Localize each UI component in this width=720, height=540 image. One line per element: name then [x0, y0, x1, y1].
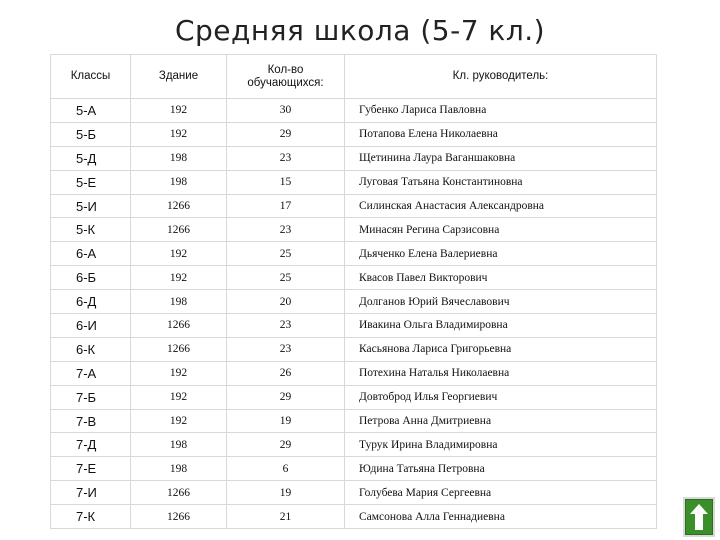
building-cell: 192 [131, 266, 227, 290]
count-cell: 29 [227, 433, 345, 457]
back-arrow-icon [686, 500, 712, 534]
back-button-face[interactable] [685, 499, 713, 535]
count-cell: 23 [227, 314, 345, 338]
table-row [51, 314, 657, 338]
class-cell: 6-Б [51, 266, 131, 290]
building-cell: 192 [131, 122, 227, 146]
class-cell: 7-К [51, 505, 131, 529]
count-cell: 30 [227, 99, 345, 123]
class-cell: 6-А [51, 242, 131, 266]
teacher-cell: Петрова Анна Дмитриевна [345, 409, 657, 433]
class-cell: 7-Б [51, 385, 131, 409]
count-cell: 29 [227, 122, 345, 146]
count-cell: 21 [227, 505, 345, 529]
header-teacher: Кл. руководитель: [345, 55, 657, 99]
building-cell: 192 [131, 361, 227, 385]
header-building: Здание [131, 55, 227, 99]
table-row [51, 433, 657, 457]
class-cell: 7-В [51, 409, 131, 433]
building-cell: 192 [131, 409, 227, 433]
building-cell: 1266 [131, 218, 227, 242]
teacher-cell: Луговая Татьяна Константиновна [345, 170, 657, 194]
table-row [51, 194, 657, 218]
teacher-cell: Силинская Анастасия Александровна [345, 194, 657, 218]
table-row [51, 290, 657, 314]
class-cell: 7-Д [51, 433, 131, 457]
teacher-cell: Минасян Регина Сарзисовна [345, 218, 657, 242]
teacher-cell: Ивакина Ольга Владимировна [345, 314, 657, 338]
teacher-cell: Дьяченко Елена Валериевна [345, 242, 657, 266]
teacher-cell: Потапова Елена Николаевна [345, 122, 657, 146]
table-row [51, 146, 657, 170]
table-row [51, 385, 657, 409]
table-row [51, 505, 657, 529]
header-row [51, 55, 657, 99]
class-cell: 5-Д [51, 146, 131, 170]
table-row [51, 457, 657, 481]
teacher-cell: Довтоброд Илья Георгиевич [345, 385, 657, 409]
class-cell: 5-Е [51, 170, 131, 194]
count-cell: 25 [227, 266, 345, 290]
building-cell: 1266 [131, 505, 227, 529]
header-class: Классы [51, 55, 131, 99]
building-cell: 1266 [131, 314, 227, 338]
building-cell: 1266 [131, 194, 227, 218]
table-row [51, 218, 657, 242]
class-cell: 6-И [51, 314, 131, 338]
table-row [51, 481, 657, 505]
teacher-cell: Самсонова Алла Геннадиевна [345, 505, 657, 529]
teacher-cell: Квасов Павел Викторович [345, 266, 657, 290]
page-title: Средняя школа (5-7 кл.) [174, 14, 546, 47]
classes-table [50, 54, 657, 529]
teacher-cell: Потехина Наталья Николаевна [345, 361, 657, 385]
class-cell: 5-А [51, 99, 131, 123]
class-cell: 7-И [51, 481, 131, 505]
building-cell: 192 [131, 99, 227, 123]
building-cell: 198 [131, 457, 227, 481]
building-cell: 1266 [131, 337, 227, 361]
count-cell: 20 [227, 290, 345, 314]
count-cell: 19 [227, 481, 345, 505]
count-cell: 26 [227, 361, 345, 385]
class-cell: 6-Д [51, 290, 131, 314]
count-cell: 25 [227, 242, 345, 266]
header-count-line2: обучающихся: [247, 76, 324, 89]
class-cell: 5-Б [51, 122, 131, 146]
table-row [51, 266, 657, 290]
count-cell: 19 [227, 409, 345, 433]
class-cell: 7-Е [51, 457, 131, 481]
teacher-cell: Губенко Лариса Павловна [345, 99, 657, 123]
teacher-cell: Юдина Татьяна Петровна [345, 457, 657, 481]
count-cell: 23 [227, 146, 345, 170]
teacher-cell: Турук Ирина Владимировна [345, 433, 657, 457]
count-cell: 23 [227, 218, 345, 242]
building-cell: 198 [131, 290, 227, 314]
building-cell: 198 [131, 170, 227, 194]
teacher-cell: Щетинина Лаура Ваганшаковна [345, 146, 657, 170]
header-count [227, 55, 345, 99]
class-cell: 5-И [51, 194, 131, 218]
back-button[interactable] [683, 497, 715, 537]
table-row [51, 122, 657, 146]
building-cell: 192 [131, 385, 227, 409]
table-row [51, 99, 657, 123]
count-cell: 17 [227, 194, 345, 218]
class-cell: 6-К [51, 337, 131, 361]
class-cell: 7-А [51, 361, 131, 385]
count-cell: 23 [227, 337, 345, 361]
table-body [51, 99, 657, 529]
count-cell: 15 [227, 170, 345, 194]
building-cell: 198 [131, 146, 227, 170]
building-cell: 198 [131, 433, 227, 457]
table-row [51, 361, 657, 385]
count-cell: 29 [227, 385, 345, 409]
table-row [51, 170, 657, 194]
count-cell: 6 [227, 457, 345, 481]
teacher-cell: Долганов Юрий Вячеславович [345, 290, 657, 314]
building-cell: 1266 [131, 481, 227, 505]
table-row [51, 242, 657, 266]
table-row [51, 409, 657, 433]
teacher-cell: Голубева Мария Сергеевна [345, 481, 657, 505]
table-row [51, 337, 657, 361]
header-count-line1: Кол-во [267, 63, 304, 76]
teacher-cell: Касьянова Лариса Григорьевна [345, 337, 657, 361]
class-cell: 5-К [51, 218, 131, 242]
building-cell: 192 [131, 242, 227, 266]
